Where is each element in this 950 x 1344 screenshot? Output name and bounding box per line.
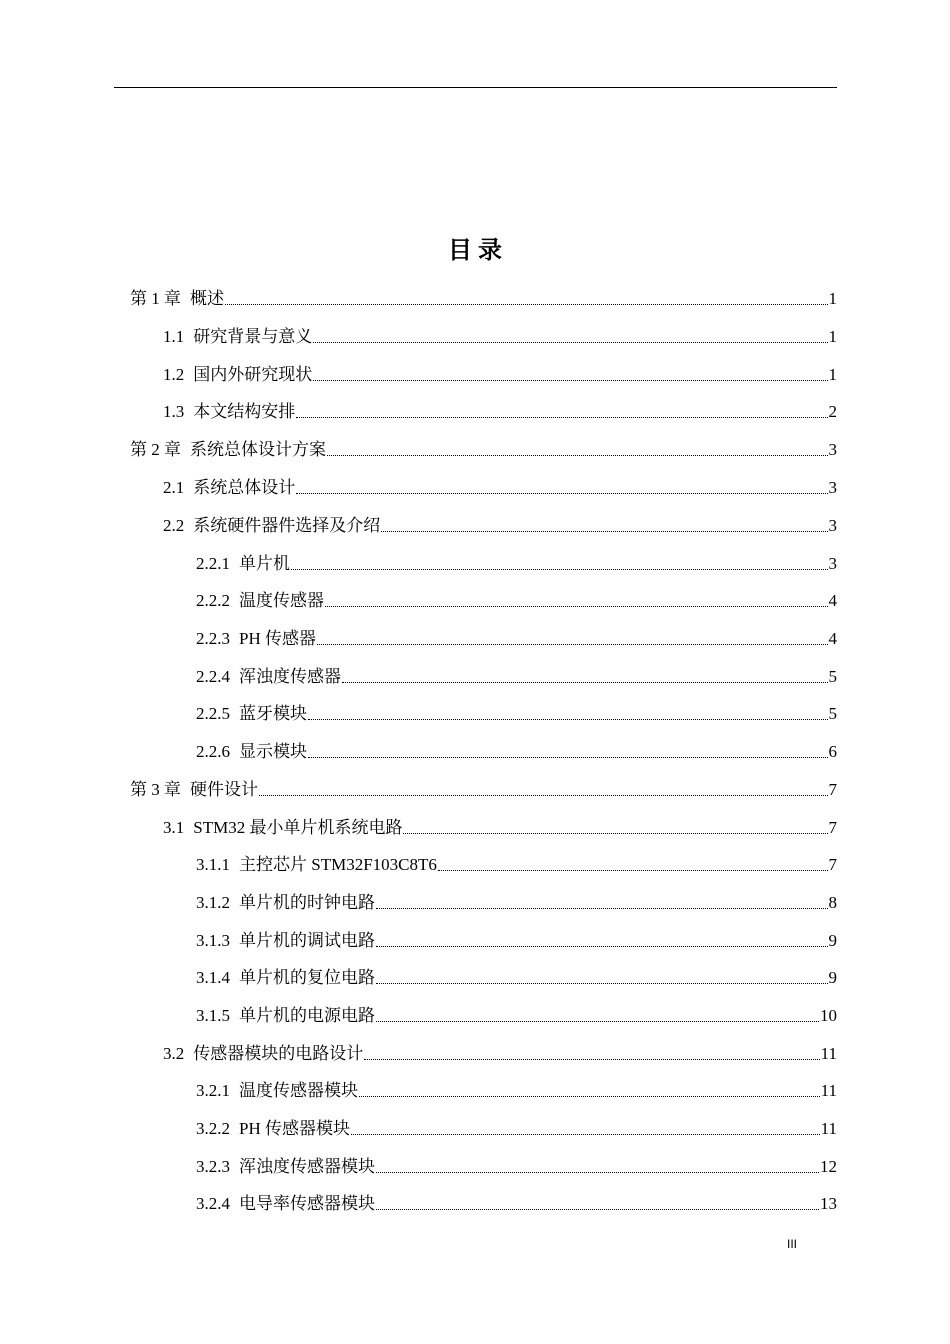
dot-leader bbox=[308, 719, 828, 720]
toc-entry-page: 13 bbox=[820, 1194, 837, 1213]
toc-entry-page: 3 bbox=[828, 440, 837, 459]
toc-entry-page: 9 bbox=[828, 968, 837, 987]
dot-leader bbox=[403, 833, 827, 834]
toc-entry-page: 3 bbox=[828, 478, 837, 497]
toc-entry-page: 12 bbox=[820, 1157, 837, 1176]
toc-entry[interactable] bbox=[130, 439, 837, 461]
toc-entry-number: 3.1.4 bbox=[196, 968, 230, 987]
toc-entry-number: 2.2.5 bbox=[196, 704, 230, 723]
toc-entry-number: 2.2 bbox=[163, 516, 185, 535]
toc-entry[interactable] bbox=[196, 590, 837, 612]
toc-entry-title: PH 传感器模块 bbox=[239, 1119, 350, 1138]
toc-entry-number: 3.1.5 bbox=[196, 1006, 230, 1025]
dot-leader bbox=[317, 644, 828, 645]
dot-leader bbox=[313, 380, 827, 381]
header-rule bbox=[114, 87, 837, 88]
toc-entry-number: 3.1 bbox=[163, 818, 185, 837]
toc-entry[interactable] bbox=[196, 741, 837, 763]
toc-entry[interactable] bbox=[196, 703, 837, 725]
toc-entry-title: 单片机的调试电路 bbox=[239, 931, 375, 950]
toc-title: 目 录 bbox=[448, 238, 502, 264]
toc-entry-title: 单片机的时钟电路 bbox=[239, 893, 375, 912]
toc-entry-number: 1.1 bbox=[163, 327, 185, 346]
toc-entry-page: 7 bbox=[828, 780, 837, 799]
dot-leader bbox=[438, 870, 828, 871]
toc-entry-title: 国内外研究现状 bbox=[193, 365, 313, 384]
toc-entry-page: 10 bbox=[820, 1006, 837, 1025]
toc-entry-title: 硬件设计 bbox=[190, 780, 258, 799]
toc-entry-page: 11 bbox=[820, 1119, 837, 1138]
toc-entry-page: 2 bbox=[828, 402, 837, 421]
dot-leader bbox=[308, 757, 828, 758]
toc-entry-number: 第 2 章 bbox=[130, 440, 181, 459]
dot-leader bbox=[376, 946, 828, 947]
toc-entry-number: 2.2.4 bbox=[196, 667, 230, 686]
toc-entry-title: 系统硬件器件选择及介绍 bbox=[193, 516, 381, 535]
toc-entry-number: 3.1.1 bbox=[196, 855, 230, 874]
toc-entry-title: 单片机的电源电路 bbox=[239, 1006, 375, 1025]
toc-entry[interactable] bbox=[196, 666, 837, 688]
toc-entry-title: 系统总体设计 bbox=[193, 478, 296, 497]
toc-entry-page: 1 bbox=[828, 289, 837, 308]
toc-entry-page: 6 bbox=[828, 742, 837, 761]
toc-entry[interactable] bbox=[163, 364, 837, 386]
toc-entry[interactable] bbox=[196, 628, 837, 650]
toc-entry-title: 系统总体设计方案 bbox=[190, 440, 326, 459]
toc-entry-title: 电导率传感器模块 bbox=[239, 1194, 375, 1213]
toc-entry-number: 2.2.1 bbox=[196, 554, 230, 573]
dot-leader bbox=[327, 455, 828, 456]
dot-leader bbox=[291, 569, 828, 570]
toc-entry-number: 3.1.2 bbox=[196, 893, 230, 912]
toc-entry-number: 2.1 bbox=[163, 478, 185, 497]
toc-entry-title: 浑浊度传感器 bbox=[239, 667, 341, 686]
toc-entry-number: 3.2.4 bbox=[196, 1194, 230, 1213]
toc-entry-page: 11 bbox=[820, 1081, 837, 1100]
toc-entry-number: 3.2.1 bbox=[196, 1081, 230, 1100]
toc-entry-number: 第 3 章 bbox=[130, 780, 181, 799]
toc-entry-title: 研究背景与意义 bbox=[193, 327, 313, 346]
toc-entry-title: 单片机的复位电路 bbox=[239, 968, 375, 987]
dot-leader bbox=[376, 983, 828, 984]
toc-entry[interactable] bbox=[163, 401, 837, 423]
toc-entry-number: 第 1 章 bbox=[130, 289, 181, 308]
toc-entry[interactable] bbox=[163, 326, 837, 348]
toc-entry-page: 3 bbox=[828, 554, 837, 573]
dot-leader bbox=[296, 417, 827, 418]
dot-leader bbox=[376, 908, 828, 909]
dot-leader bbox=[364, 1059, 819, 1060]
toc-entry[interactable] bbox=[196, 1080, 837, 1102]
dot-leader bbox=[225, 304, 828, 305]
toc-entry-page: 3 bbox=[828, 516, 837, 535]
dot-leader bbox=[359, 1096, 820, 1097]
toc-entry-title: 本文结构安排 bbox=[193, 402, 296, 421]
toc-entry-page: 5 bbox=[828, 704, 837, 723]
toc-entry-page: 4 bbox=[828, 629, 837, 648]
toc-entry-page: 11 bbox=[820, 1044, 837, 1063]
toc-entry-title: 单片机 bbox=[239, 554, 290, 573]
dot-leader bbox=[376, 1209, 819, 1210]
toc-entry[interactable] bbox=[196, 854, 837, 876]
toc-entry-title: 概述 bbox=[190, 289, 224, 308]
toc-entry-page: 7 bbox=[828, 818, 837, 837]
dot-leader bbox=[313, 342, 827, 343]
toc-entry-number: 3.2.2 bbox=[196, 1119, 230, 1138]
toc-entry-number: 3.1.3 bbox=[196, 931, 230, 950]
dot-leader bbox=[376, 1172, 819, 1173]
dot-leader bbox=[351, 1134, 820, 1135]
toc-entry[interactable] bbox=[196, 553, 837, 575]
toc-entry-number: 2.2.3 bbox=[196, 629, 230, 648]
toc-entry[interactable] bbox=[196, 1118, 837, 1140]
toc-entry[interactable] bbox=[130, 779, 837, 801]
toc-entry[interactable] bbox=[196, 967, 837, 989]
toc-entry[interactable] bbox=[130, 288, 837, 310]
toc-entry-title: 显示模块 bbox=[239, 742, 307, 761]
toc-entry-number: 2.2.2 bbox=[196, 591, 230, 610]
toc-entry-number: 3.2.3 bbox=[196, 1157, 230, 1176]
toc-entry[interactable] bbox=[163, 477, 837, 499]
toc-entry-page: 7 bbox=[828, 855, 837, 874]
dot-leader bbox=[381, 531, 827, 532]
toc-entry-page: 1 bbox=[828, 365, 837, 384]
toc-entry-page: 4 bbox=[828, 591, 837, 610]
toc-entry[interactable] bbox=[196, 892, 837, 914]
toc-entry[interactable] bbox=[196, 930, 837, 952]
toc-entry-page: 5 bbox=[828, 667, 837, 686]
toc-entry-title: PH 传感器 bbox=[239, 629, 316, 648]
dot-leader bbox=[296, 493, 827, 494]
toc-entry-title: 温度传感器 bbox=[239, 591, 324, 610]
dot-leader bbox=[259, 795, 828, 796]
toc-entry[interactable] bbox=[163, 515, 837, 537]
toc-entry[interactable] bbox=[196, 1193, 837, 1215]
toc-entry-number: 2.2.6 bbox=[196, 742, 230, 761]
toc-entry-page: 1 bbox=[828, 327, 837, 346]
toc-entry-title: 蓝牙模块 bbox=[239, 704, 307, 723]
toc-entry-page: 9 bbox=[828, 931, 837, 950]
dot-leader bbox=[325, 606, 828, 607]
toc-entry[interactable] bbox=[196, 1156, 837, 1178]
toc-entry-number: 1.2 bbox=[163, 365, 185, 384]
toc-entry-number: 1.3 bbox=[163, 402, 185, 421]
toc-entry-title: 浑浊度传感器模块 bbox=[239, 1157, 375, 1176]
toc-entry-title: STM32 最小单片机系统电路 bbox=[193, 818, 403, 837]
dot-leader bbox=[342, 682, 828, 683]
toc-entry-page: 8 bbox=[828, 893, 837, 912]
toc-entry[interactable] bbox=[163, 817, 837, 839]
page-number: III bbox=[786, 1237, 797, 1251]
toc-entry-title: 温度传感器模块 bbox=[239, 1081, 358, 1100]
toc-entry-title: 主控芯片 STM32F103C8T6 bbox=[239, 855, 437, 874]
toc-entry-title: 传感器模块的电路设计 bbox=[193, 1044, 364, 1063]
toc-entry[interactable] bbox=[196, 1005, 837, 1027]
toc-entry-number: 3.2 bbox=[163, 1044, 185, 1063]
dot-leader bbox=[376, 1021, 819, 1022]
toc-entry[interactable] bbox=[163, 1043, 837, 1065]
